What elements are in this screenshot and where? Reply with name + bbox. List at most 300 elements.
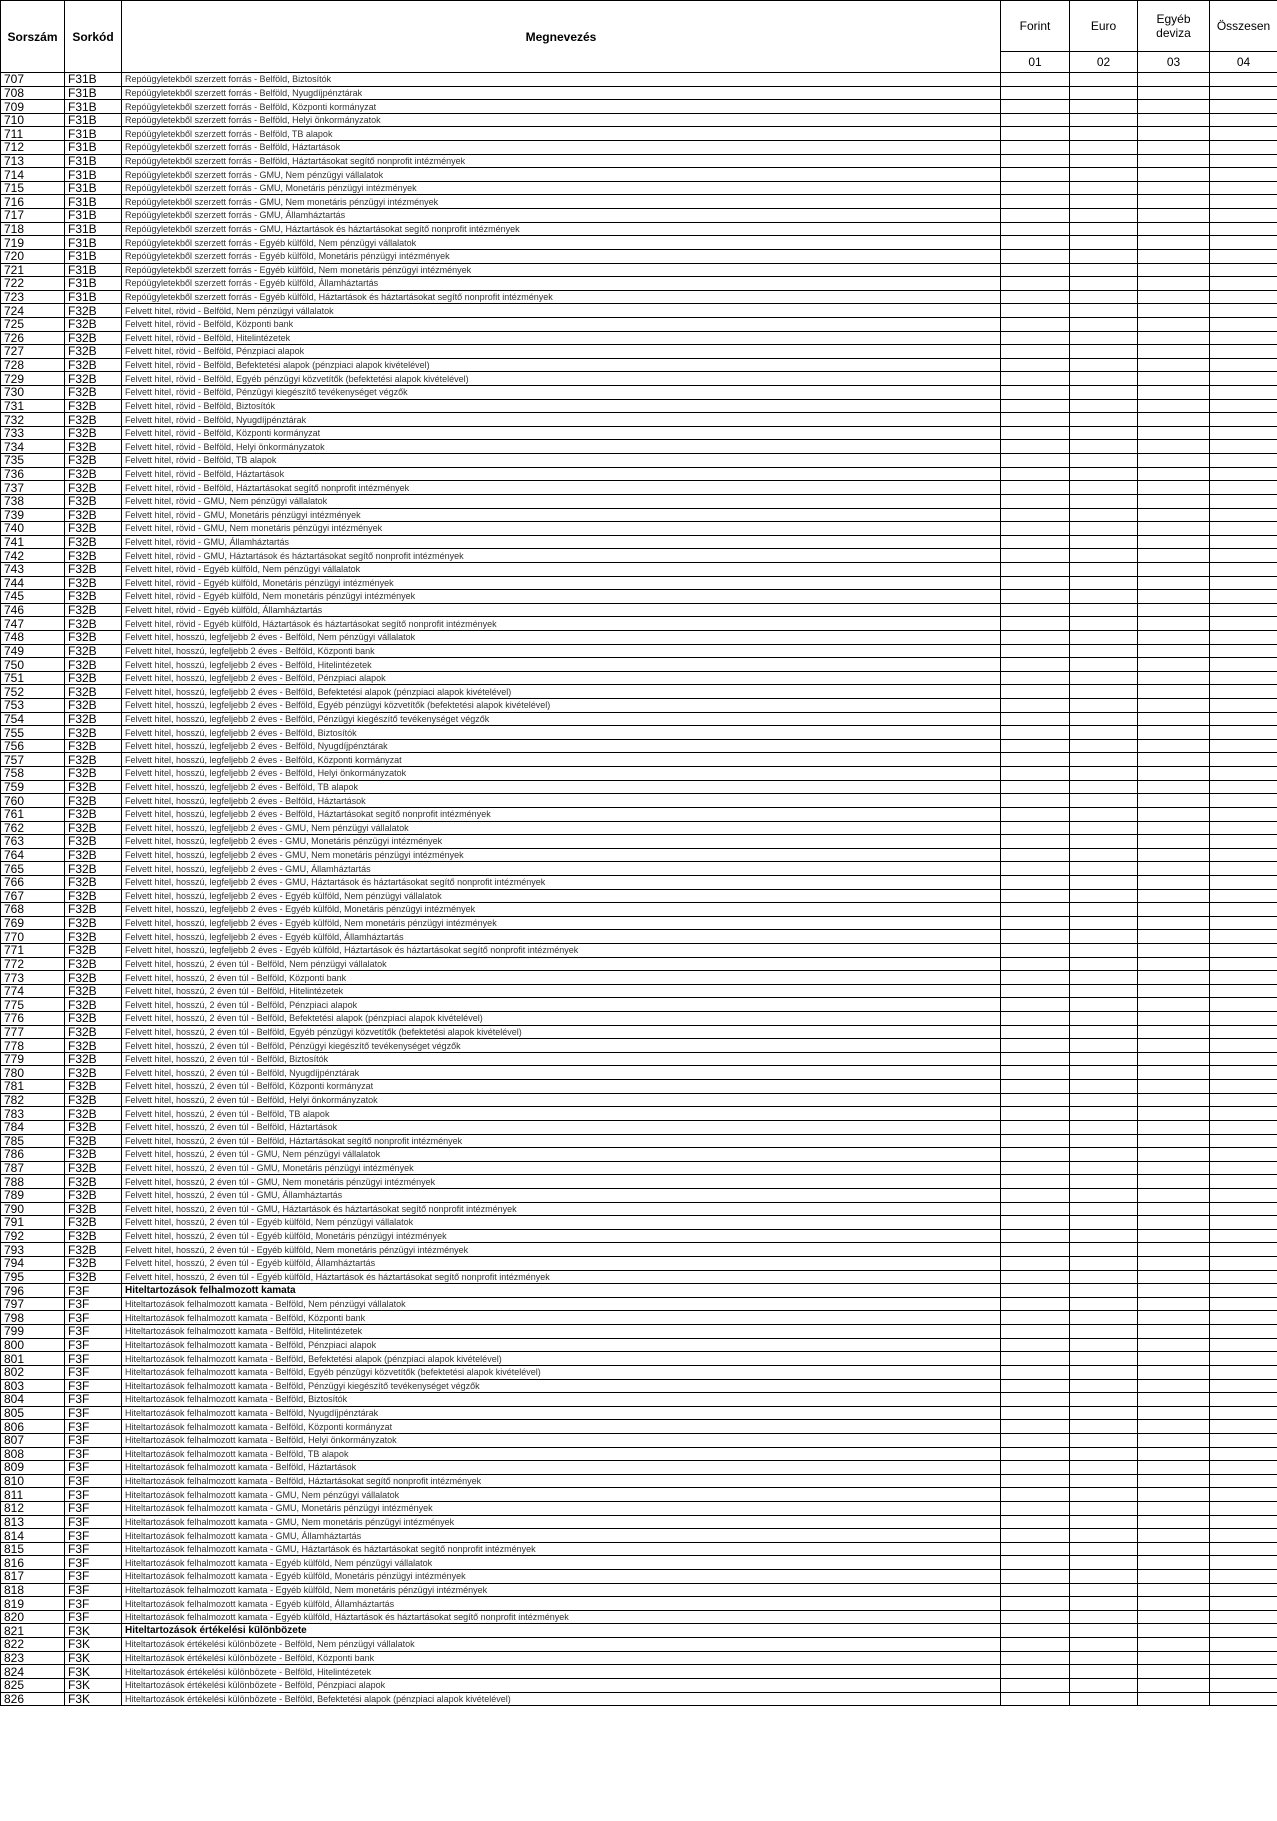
row-value-egyeb-deviza[interactable] — [1138, 780, 1210, 794]
row-value-osszesen[interactable] — [1210, 1270, 1277, 1284]
row-value-osszesen[interactable] — [1210, 807, 1277, 821]
row-value-osszesen[interactable] — [1210, 1583, 1277, 1597]
row-value-forint[interactable] — [1001, 630, 1070, 644]
row-value-osszesen[interactable] — [1210, 1012, 1277, 1026]
row-value-osszesen[interactable] — [1210, 1188, 1277, 1202]
row-value-forint[interactable] — [1001, 1420, 1070, 1434]
row-value-euro[interactable] — [1070, 1474, 1138, 1488]
row-value-euro[interactable] — [1070, 767, 1138, 781]
row-value-forint[interactable] — [1001, 1025, 1070, 1039]
row-value-osszesen[interactable] — [1210, 222, 1277, 236]
row-value-osszesen[interactable] — [1210, 1066, 1277, 1080]
row-value-egyeb-deviza[interactable] — [1138, 494, 1210, 508]
row-value-forint[interactable] — [1001, 576, 1070, 590]
row-value-forint[interactable] — [1001, 1678, 1070, 1692]
row-value-egyeb-deviza[interactable] — [1138, 100, 1210, 114]
row-value-forint[interactable] — [1001, 358, 1070, 372]
row-value-euro[interactable] — [1070, 1284, 1138, 1298]
row-value-egyeb-deviza[interactable] — [1138, 903, 1210, 917]
row-value-osszesen[interactable] — [1210, 712, 1277, 726]
row-value-egyeb-deviza[interactable] — [1138, 317, 1210, 331]
row-value-euro[interactable] — [1070, 712, 1138, 726]
row-value-osszesen[interactable] — [1210, 903, 1277, 917]
row-value-egyeb-deviza[interactable] — [1138, 1665, 1210, 1679]
row-value-euro[interactable] — [1070, 644, 1138, 658]
row-value-egyeb-deviza[interactable] — [1138, 1216, 1210, 1230]
row-value-egyeb-deviza[interactable] — [1138, 889, 1210, 903]
row-value-forint[interactable] — [1001, 1447, 1070, 1461]
row-value-forint[interactable] — [1001, 1474, 1070, 1488]
row-value-euro[interactable] — [1070, 331, 1138, 345]
row-value-euro[interactable] — [1070, 277, 1138, 291]
row-value-egyeb-deviza[interactable] — [1138, 1270, 1210, 1284]
row-value-euro[interactable] — [1070, 617, 1138, 631]
row-value-osszesen[interactable] — [1210, 916, 1277, 930]
row-value-forint[interactable] — [1001, 236, 1070, 250]
row-value-forint[interactable] — [1001, 141, 1070, 155]
row-value-egyeb-deviza[interactable] — [1138, 426, 1210, 440]
row-value-forint[interactable] — [1001, 916, 1070, 930]
row-value-euro[interactable] — [1070, 345, 1138, 359]
row-value-egyeb-deviza[interactable] — [1138, 181, 1210, 195]
row-value-euro[interactable] — [1070, 1651, 1138, 1665]
row-value-osszesen[interactable] — [1210, 467, 1277, 481]
row-value-egyeb-deviza[interactable] — [1138, 848, 1210, 862]
row-value-forint[interactable] — [1001, 154, 1070, 168]
row-value-osszesen[interactable] — [1210, 1257, 1277, 1271]
row-value-egyeb-deviza[interactable] — [1138, 1529, 1210, 1543]
row-value-egyeb-deviza[interactable] — [1138, 1229, 1210, 1243]
row-value-egyeb-deviza[interactable] — [1138, 86, 1210, 100]
row-value-egyeb-deviza[interactable] — [1138, 1461, 1210, 1475]
row-value-egyeb-deviza[interactable] — [1138, 345, 1210, 359]
row-value-forint[interactable] — [1001, 1515, 1070, 1529]
row-value-euro[interactable] — [1070, 630, 1138, 644]
row-value-osszesen[interactable] — [1210, 1325, 1277, 1339]
row-value-egyeb-deviza[interactable] — [1138, 1352, 1210, 1366]
row-value-forint[interactable] — [1001, 644, 1070, 658]
row-value-osszesen[interactable] — [1210, 236, 1277, 250]
row-value-egyeb-deviza[interactable] — [1138, 726, 1210, 740]
row-value-osszesen[interactable] — [1210, 1420, 1277, 1434]
row-value-egyeb-deviza[interactable] — [1138, 630, 1210, 644]
row-value-forint[interactable] — [1001, 944, 1070, 958]
row-value-euro[interactable] — [1070, 481, 1138, 495]
row-value-osszesen[interactable] — [1210, 998, 1277, 1012]
row-value-forint[interactable] — [1001, 1080, 1070, 1094]
row-value-euro[interactable] — [1070, 1325, 1138, 1339]
row-value-forint[interactable] — [1001, 739, 1070, 753]
row-value-forint[interactable] — [1001, 1257, 1070, 1271]
row-value-egyeb-deviza[interactable] — [1138, 141, 1210, 155]
row-value-egyeb-deviza[interactable] — [1138, 562, 1210, 576]
row-value-forint[interactable] — [1001, 1570, 1070, 1584]
row-value-forint[interactable] — [1001, 181, 1070, 195]
row-value-forint[interactable] — [1001, 290, 1070, 304]
row-value-egyeb-deviza[interactable] — [1138, 1148, 1210, 1162]
row-value-osszesen[interactable] — [1210, 1529, 1277, 1543]
row-value-forint[interactable] — [1001, 685, 1070, 699]
row-value-osszesen[interactable] — [1210, 1501, 1277, 1515]
row-value-euro[interactable] — [1070, 236, 1138, 250]
row-value-euro[interactable] — [1070, 1610, 1138, 1624]
row-value-osszesen[interactable] — [1210, 1474, 1277, 1488]
row-value-egyeb-deviza[interactable] — [1138, 1597, 1210, 1611]
row-value-osszesen[interactable] — [1210, 413, 1277, 427]
row-value-euro[interactable] — [1070, 494, 1138, 508]
row-value-egyeb-deviza[interactable] — [1138, 508, 1210, 522]
row-value-euro[interactable] — [1070, 399, 1138, 413]
row-value-egyeb-deviza[interactable] — [1138, 1012, 1210, 1026]
row-value-egyeb-deviza[interactable] — [1138, 1188, 1210, 1202]
row-value-egyeb-deviza[interactable] — [1138, 821, 1210, 835]
row-value-euro[interactable] — [1070, 1570, 1138, 1584]
row-value-egyeb-deviza[interactable] — [1138, 113, 1210, 127]
row-value-forint[interactable] — [1001, 440, 1070, 454]
row-value-osszesen[interactable] — [1210, 127, 1277, 141]
row-value-egyeb-deviza[interactable] — [1138, 930, 1210, 944]
row-value-egyeb-deviza[interactable] — [1138, 1542, 1210, 1556]
row-value-euro[interactable] — [1070, 1148, 1138, 1162]
row-value-euro[interactable] — [1070, 508, 1138, 522]
row-value-egyeb-deviza[interactable] — [1138, 209, 1210, 223]
row-value-osszesen[interactable] — [1210, 440, 1277, 454]
row-value-osszesen[interactable] — [1210, 1651, 1277, 1665]
row-value-osszesen[interactable] — [1210, 1243, 1277, 1257]
row-value-osszesen[interactable] — [1210, 1488, 1277, 1502]
row-value-egyeb-deviza[interactable] — [1138, 1488, 1210, 1502]
row-value-egyeb-deviza[interactable] — [1138, 73, 1210, 87]
row-value-egyeb-deviza[interactable] — [1138, 522, 1210, 536]
row-value-euro[interactable] — [1070, 1352, 1138, 1366]
row-value-forint[interactable] — [1001, 508, 1070, 522]
row-value-osszesen[interactable] — [1210, 1570, 1277, 1584]
row-value-euro[interactable] — [1070, 73, 1138, 87]
row-value-euro[interactable] — [1070, 1488, 1138, 1502]
row-value-forint[interactable] — [1001, 889, 1070, 903]
row-value-egyeb-deviza[interactable] — [1138, 753, 1210, 767]
row-value-forint[interactable] — [1001, 481, 1070, 495]
row-value-osszesen[interactable] — [1210, 345, 1277, 359]
row-value-osszesen[interactable] — [1210, 1433, 1277, 1447]
row-value-egyeb-deviza[interactable] — [1138, 1093, 1210, 1107]
row-value-euro[interactable] — [1070, 658, 1138, 672]
row-value-osszesen[interactable] — [1210, 1678, 1277, 1692]
row-value-osszesen[interactable] — [1210, 522, 1277, 536]
row-value-euro[interactable] — [1070, 290, 1138, 304]
row-value-egyeb-deviza[interactable] — [1138, 835, 1210, 849]
row-value-forint[interactable] — [1001, 1161, 1070, 1175]
row-value-osszesen[interactable] — [1210, 1311, 1277, 1325]
row-value-osszesen[interactable] — [1210, 113, 1277, 127]
row-value-egyeb-deviza[interactable] — [1138, 671, 1210, 685]
row-value-egyeb-deviza[interactable] — [1138, 1311, 1210, 1325]
row-value-egyeb-deviza[interactable] — [1138, 1080, 1210, 1094]
row-value-euro[interactable] — [1070, 1420, 1138, 1434]
row-value-osszesen[interactable] — [1210, 168, 1277, 182]
row-value-egyeb-deviza[interactable] — [1138, 1406, 1210, 1420]
row-value-forint[interactable] — [1001, 1542, 1070, 1556]
row-value-osszesen[interactable] — [1210, 944, 1277, 958]
row-value-forint[interactable] — [1001, 780, 1070, 794]
row-value-forint[interactable] — [1001, 331, 1070, 345]
row-value-euro[interactable] — [1070, 1556, 1138, 1570]
row-value-forint[interactable] — [1001, 1365, 1070, 1379]
row-value-forint[interactable] — [1001, 168, 1070, 182]
row-value-forint[interactable] — [1001, 862, 1070, 876]
row-value-egyeb-deviza[interactable] — [1138, 984, 1210, 998]
row-value-euro[interactable] — [1070, 127, 1138, 141]
row-value-forint[interactable] — [1001, 1488, 1070, 1502]
row-value-egyeb-deviza[interactable] — [1138, 467, 1210, 481]
row-value-euro[interactable] — [1070, 1229, 1138, 1243]
row-value-egyeb-deviza[interactable] — [1138, 1570, 1210, 1584]
row-value-osszesen[interactable] — [1210, 1120, 1277, 1134]
row-value-forint[interactable] — [1001, 712, 1070, 726]
row-value-egyeb-deviza[interactable] — [1138, 1624, 1210, 1638]
row-value-forint[interactable] — [1001, 1597, 1070, 1611]
row-value-euro[interactable] — [1070, 753, 1138, 767]
row-value-egyeb-deviza[interactable] — [1138, 1120, 1210, 1134]
row-value-forint[interactable] — [1001, 699, 1070, 713]
row-value-egyeb-deviza[interactable] — [1138, 549, 1210, 563]
row-value-egyeb-deviza[interactable] — [1138, 1325, 1210, 1339]
row-value-egyeb-deviza[interactable] — [1138, 222, 1210, 236]
row-value-osszesen[interactable] — [1210, 562, 1277, 576]
row-value-euro[interactable] — [1070, 1120, 1138, 1134]
row-value-forint[interactable] — [1001, 930, 1070, 944]
row-value-euro[interactable] — [1070, 821, 1138, 835]
row-value-egyeb-deviza[interactable] — [1138, 1501, 1210, 1515]
row-value-egyeb-deviza[interactable] — [1138, 807, 1210, 821]
row-value-euro[interactable] — [1070, 848, 1138, 862]
row-value-osszesen[interactable] — [1210, 821, 1277, 835]
row-value-osszesen[interactable] — [1210, 875, 1277, 889]
row-value-forint[interactable] — [1001, 903, 1070, 917]
row-value-osszesen[interactable] — [1210, 685, 1277, 699]
row-value-euro[interactable] — [1070, 195, 1138, 209]
row-value-egyeb-deviza[interactable] — [1138, 1393, 1210, 1407]
row-value-egyeb-deviza[interactable] — [1138, 794, 1210, 808]
row-value-osszesen[interactable] — [1210, 930, 1277, 944]
row-value-euro[interactable] — [1070, 1297, 1138, 1311]
row-value-forint[interactable] — [1001, 821, 1070, 835]
row-value-forint[interactable] — [1001, 1229, 1070, 1243]
row-value-osszesen[interactable] — [1210, 154, 1277, 168]
row-value-forint[interactable] — [1001, 413, 1070, 427]
row-value-forint[interactable] — [1001, 1406, 1070, 1420]
row-value-osszesen[interactable] — [1210, 780, 1277, 794]
row-value-forint[interactable] — [1001, 1284, 1070, 1298]
row-value-osszesen[interactable] — [1210, 658, 1277, 672]
row-value-forint[interactable] — [1001, 1393, 1070, 1407]
row-value-osszesen[interactable] — [1210, 1610, 1277, 1624]
row-value-egyeb-deviza[interactable] — [1138, 739, 1210, 753]
row-value-forint[interactable] — [1001, 494, 1070, 508]
row-value-osszesen[interactable] — [1210, 277, 1277, 291]
row-value-osszesen[interactable] — [1210, 957, 1277, 971]
row-value-osszesen[interactable] — [1210, 1134, 1277, 1148]
row-value-egyeb-deviza[interactable] — [1138, 998, 1210, 1012]
row-value-forint[interactable] — [1001, 1216, 1070, 1230]
row-value-euro[interactable] — [1070, 971, 1138, 985]
row-value-osszesen[interactable] — [1210, 1406, 1277, 1420]
row-value-euro[interactable] — [1070, 1393, 1138, 1407]
row-value-forint[interactable] — [1001, 562, 1070, 576]
row-value-forint[interactable] — [1001, 617, 1070, 631]
row-value-egyeb-deviza[interactable] — [1138, 236, 1210, 250]
row-value-egyeb-deviza[interactable] — [1138, 658, 1210, 672]
row-value-forint[interactable] — [1001, 386, 1070, 400]
row-value-euro[interactable] — [1070, 168, 1138, 182]
row-value-euro[interactable] — [1070, 440, 1138, 454]
row-value-egyeb-deviza[interactable] — [1138, 1515, 1210, 1529]
row-value-osszesen[interactable] — [1210, 848, 1277, 862]
row-value-osszesen[interactable] — [1210, 263, 1277, 277]
row-value-euro[interactable] — [1070, 1080, 1138, 1094]
row-value-egyeb-deviza[interactable] — [1138, 957, 1210, 971]
row-value-osszesen[interactable] — [1210, 1216, 1277, 1230]
row-value-egyeb-deviza[interactable] — [1138, 1420, 1210, 1434]
row-value-euro[interactable] — [1070, 739, 1138, 753]
row-value-forint[interactable] — [1001, 222, 1070, 236]
row-value-forint[interactable] — [1001, 1583, 1070, 1597]
row-value-egyeb-deviza[interactable] — [1138, 249, 1210, 263]
row-value-forint[interactable] — [1001, 209, 1070, 223]
row-value-euro[interactable] — [1070, 1161, 1138, 1175]
row-value-euro[interactable] — [1070, 930, 1138, 944]
row-value-egyeb-deviza[interactable] — [1138, 386, 1210, 400]
row-value-euro[interactable] — [1070, 889, 1138, 903]
row-value-euro[interactable] — [1070, 1066, 1138, 1080]
row-value-euro[interactable] — [1070, 685, 1138, 699]
row-value-egyeb-deviza[interactable] — [1138, 1039, 1210, 1053]
row-value-euro[interactable] — [1070, 454, 1138, 468]
row-value-osszesen[interactable] — [1210, 1175, 1277, 1189]
row-value-osszesen[interactable] — [1210, 1297, 1277, 1311]
row-value-egyeb-deviza[interactable] — [1138, 862, 1210, 876]
row-value-forint[interactable] — [1001, 100, 1070, 114]
row-value-osszesen[interactable] — [1210, 141, 1277, 155]
row-value-forint[interactable] — [1001, 1107, 1070, 1121]
row-value-euro[interactable] — [1070, 1379, 1138, 1393]
row-value-forint[interactable] — [1001, 1433, 1070, 1447]
row-value-egyeb-deviza[interactable] — [1138, 399, 1210, 413]
row-value-egyeb-deviza[interactable] — [1138, 481, 1210, 495]
row-value-egyeb-deviza[interactable] — [1138, 1447, 1210, 1461]
row-value-egyeb-deviza[interactable] — [1138, 372, 1210, 386]
row-value-osszesen[interactable] — [1210, 644, 1277, 658]
row-value-euro[interactable] — [1070, 100, 1138, 114]
row-value-forint[interactable] — [1001, 658, 1070, 672]
row-value-forint[interactable] — [1001, 1134, 1070, 1148]
row-value-euro[interactable] — [1070, 1529, 1138, 1543]
row-value-osszesen[interactable] — [1210, 1447, 1277, 1461]
row-value-forint[interactable] — [1001, 1461, 1070, 1475]
row-value-euro[interactable] — [1070, 903, 1138, 917]
row-value-egyeb-deviza[interactable] — [1138, 1243, 1210, 1257]
row-value-euro[interactable] — [1070, 699, 1138, 713]
row-value-forint[interactable] — [1001, 1692, 1070, 1706]
row-value-euro[interactable] — [1070, 181, 1138, 195]
row-value-osszesen[interactable] — [1210, 739, 1277, 753]
row-value-egyeb-deviza[interactable] — [1138, 454, 1210, 468]
row-value-osszesen[interactable] — [1210, 1052, 1277, 1066]
row-value-osszesen[interactable] — [1210, 73, 1277, 87]
row-value-egyeb-deviza[interactable] — [1138, 712, 1210, 726]
row-value-egyeb-deviza[interactable] — [1138, 290, 1210, 304]
row-value-forint[interactable] — [1001, 971, 1070, 985]
row-value-osszesen[interactable] — [1210, 1692, 1277, 1706]
row-value-osszesen[interactable] — [1210, 100, 1277, 114]
row-value-forint[interactable] — [1001, 195, 1070, 209]
row-value-osszesen[interactable] — [1210, 1229, 1277, 1243]
row-value-euro[interactable] — [1070, 780, 1138, 794]
row-value-euro[interactable] — [1070, 1175, 1138, 1189]
row-value-egyeb-deviza[interactable] — [1138, 603, 1210, 617]
row-value-euro[interactable] — [1070, 984, 1138, 998]
row-value-osszesen[interactable] — [1210, 1148, 1277, 1162]
row-value-forint[interactable] — [1001, 522, 1070, 536]
row-value-euro[interactable] — [1070, 916, 1138, 930]
row-value-osszesen[interactable] — [1210, 1107, 1277, 1121]
row-value-euro[interactable] — [1070, 426, 1138, 440]
row-value-forint[interactable] — [1001, 753, 1070, 767]
row-value-osszesen[interactable] — [1210, 699, 1277, 713]
row-value-egyeb-deviza[interactable] — [1138, 617, 1210, 631]
row-value-egyeb-deviza[interactable] — [1138, 1379, 1210, 1393]
row-value-forint[interactable] — [1001, 1120, 1070, 1134]
row-value-osszesen[interactable] — [1210, 1624, 1277, 1638]
row-value-euro[interactable] — [1070, 1624, 1138, 1638]
row-value-forint[interactable] — [1001, 1243, 1070, 1257]
row-value-egyeb-deviza[interactable] — [1138, 699, 1210, 713]
row-value-osszesen[interactable] — [1210, 372, 1277, 386]
row-value-egyeb-deviza[interactable] — [1138, 590, 1210, 604]
row-value-osszesen[interactable] — [1210, 576, 1277, 590]
row-value-forint[interactable] — [1001, 345, 1070, 359]
row-value-osszesen[interactable] — [1210, 494, 1277, 508]
row-value-euro[interactable] — [1070, 386, 1138, 400]
row-value-euro[interactable] — [1070, 671, 1138, 685]
row-value-euro[interactable] — [1070, 957, 1138, 971]
row-value-osszesen[interactable] — [1210, 835, 1277, 849]
row-value-osszesen[interactable] — [1210, 304, 1277, 318]
row-value-osszesen[interactable] — [1210, 1556, 1277, 1570]
row-value-euro[interactable] — [1070, 1461, 1138, 1475]
row-value-forint[interactable] — [1001, 86, 1070, 100]
row-value-osszesen[interactable] — [1210, 753, 1277, 767]
row-value-egyeb-deviza[interactable] — [1138, 1202, 1210, 1216]
row-value-osszesen[interactable] — [1210, 290, 1277, 304]
row-value-egyeb-deviza[interactable] — [1138, 1134, 1210, 1148]
row-value-osszesen[interactable] — [1210, 1393, 1277, 1407]
row-value-egyeb-deviza[interactable] — [1138, 277, 1210, 291]
row-value-euro[interactable] — [1070, 1188, 1138, 1202]
row-value-egyeb-deviza[interactable] — [1138, 1161, 1210, 1175]
row-value-forint[interactable] — [1001, 767, 1070, 781]
row-value-forint[interactable] — [1001, 127, 1070, 141]
row-value-osszesen[interactable] — [1210, 603, 1277, 617]
row-value-forint[interactable] — [1001, 1188, 1070, 1202]
row-value-euro[interactable] — [1070, 1257, 1138, 1271]
row-value-osszesen[interactable] — [1210, 1461, 1277, 1475]
row-value-euro[interactable] — [1070, 1365, 1138, 1379]
row-value-euro[interactable] — [1070, 522, 1138, 536]
row-value-euro[interactable] — [1070, 875, 1138, 889]
row-value-osszesen[interactable] — [1210, 1025, 1277, 1039]
row-value-euro[interactable] — [1070, 154, 1138, 168]
